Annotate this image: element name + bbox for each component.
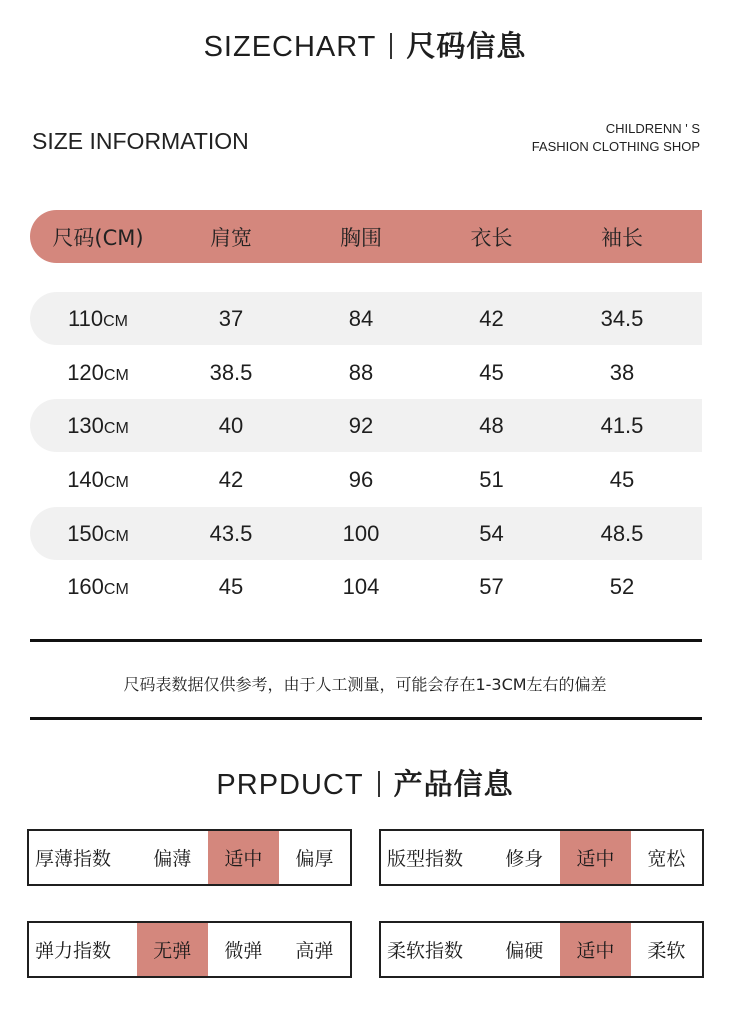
shoulder-cell: 37 <box>218 305 244 331</box>
size-cell: 130CM <box>67 412 129 438</box>
size-information-subtitle: SIZE INFORMATION <box>32 128 249 154</box>
shop-tag <box>532 120 700 156</box>
elasticity-index <box>27 921 352 978</box>
fit-index <box>379 829 704 886</box>
title-separator <box>378 771 380 797</box>
size-cell: 160CM <box>67 573 129 599</box>
length-cell: 45 <box>479 359 504 385</box>
size-cell: 140CM <box>67 466 129 492</box>
size-cell: 110CM <box>68 305 128 331</box>
column-header-length: 衣长 <box>470 225 513 250</box>
column-header-size: 尺码(CM) <box>52 225 144 250</box>
sleeve-cell: 52 <box>609 573 635 599</box>
size-cell: 120CM <box>67 359 129 385</box>
product-title <box>0 762 730 803</box>
product-title-cn: 产品信息 <box>393 767 514 801</box>
table-row <box>30 399 702 452</box>
length-cell: 51 <box>479 466 504 492</box>
shoulder-cell: 38.5 <box>209 359 253 385</box>
shop-tag-line-2: FASHION CLOTHING SHOP <box>531 139 700 154</box>
column-header-sleeve: 袖长 <box>601 225 643 250</box>
sleeve-cell: 38 <box>609 359 635 385</box>
index-option-selected: 适中 <box>560 831 631 884</box>
index-label: 厚薄指数 <box>35 848 112 870</box>
sleeve-cell: 41.5 <box>600 412 644 438</box>
size-cell: 150CM <box>67 520 129 546</box>
length-cell: 57 <box>479 573 504 599</box>
sizechart-title-cn: 尺码信息 <box>406 29 527 63</box>
chest-cell: 100 <box>342 520 380 546</box>
table-row <box>30 292 702 345</box>
shoulder-cell: 43.5 <box>209 520 253 546</box>
index-option-selected: 适中 <box>208 831 279 884</box>
index-option: 微弹 <box>224 940 263 962</box>
measurement-note: 尺码表数据仅供参考，由于人工测量，可能会存在1-3CM左右的偏差 <box>123 675 607 694</box>
divider-bottom <box>30 717 702 720</box>
index-option: 偏厚 <box>295 848 334 870</box>
index-option: 偏薄 <box>153 848 192 870</box>
index-label: 柔软指数 <box>387 940 464 962</box>
table-row <box>30 346 702 399</box>
divider-top <box>30 639 702 642</box>
size-table-header <box>30 210 702 263</box>
sleeve-cell: 34.5 <box>600 305 644 331</box>
length-cell: 42 <box>479 305 504 331</box>
index-option: 修身 <box>505 848 544 870</box>
shop-tag-line-1: CHILDRENN ' S <box>605 121 700 136</box>
chest-cell: 96 <box>348 466 374 492</box>
index-option: 宽松 <box>647 848 686 870</box>
sizechart-title-en: SIZECHART <box>203 31 377 63</box>
sleeve-cell: 48.5 <box>600 520 644 546</box>
length-cell: 54 <box>479 520 504 546</box>
chest-cell: 84 <box>348 305 374 331</box>
sizechart-title <box>0 24 730 65</box>
sleeve-cell: 45 <box>609 466 635 492</box>
product-title-en: PRPDUCT <box>216 769 364 801</box>
index-option: 高弹 <box>295 940 334 962</box>
index-label: 弹力指数 <box>35 940 112 962</box>
chest-cell: 104 <box>342 573 380 599</box>
chest-cell: 92 <box>348 412 374 438</box>
softness-index <box>379 921 704 978</box>
table-row <box>30 560 702 613</box>
index-option: 偏硬 <box>505 940 544 962</box>
index-option: 柔软 <box>647 940 686 962</box>
column-header-chest: 胸围 <box>340 225 382 250</box>
column-header-shoulder: 肩宽 <box>210 225 252 250</box>
shoulder-cell: 42 <box>218 466 244 492</box>
chest-cell: 88 <box>348 359 374 385</box>
thickness-index <box>27 829 352 886</box>
index-option-selected: 无弹 <box>137 923 208 976</box>
index-option-selected: 适中 <box>560 923 631 976</box>
shoulder-cell: 45 <box>218 573 244 599</box>
table-row <box>30 507 702 560</box>
shoulder-cell: 40 <box>218 412 244 438</box>
table-row <box>30 453 702 506</box>
length-cell: 48 <box>479 412 504 438</box>
title-separator <box>390 33 392 59</box>
index-label: 版型指数 <box>387 848 464 870</box>
